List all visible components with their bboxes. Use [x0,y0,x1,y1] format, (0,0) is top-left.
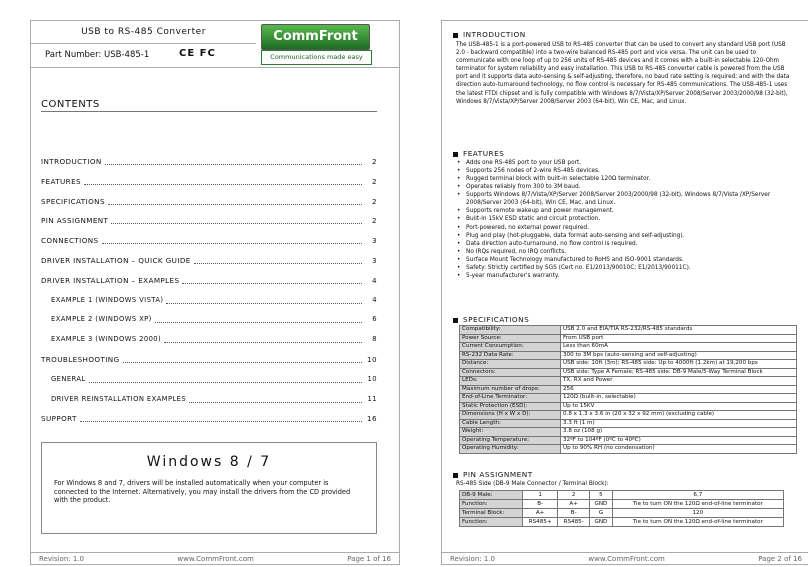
part-number: Part Number: USB-485-1 [45,50,150,60]
spec-row [460,368,797,377]
spec-value: USB side: Type A Female; RS-485 side: DB-9 Male/5-Way Terminal Block [561,368,797,377]
page-footer [31,552,399,564]
spec-row [460,351,797,360]
pin-assignment-heading: PIN ASSIGNMENT [453,470,533,479]
toc-entry[interactable] [41,197,377,217]
pin-cell: GND [590,518,613,527]
toc-entry[interactable] [41,414,377,434]
spec-key: Dimensions (H x W x D): [460,411,561,420]
pin-cell: B- [558,509,590,518]
toc-page: 4 [372,275,377,285]
toc-leader [155,315,362,323]
specifications-heading: SPECIFICATIONS [453,315,529,324]
toc-page: 2 [372,196,377,206]
toc-leader [166,296,362,304]
feature-item: • Safety: Strictly certified by SGS (Cert no. E1/2013/90010C; E1/2013/90011C). [456,264,798,272]
pin-cell: DB-9 Male: [460,491,523,500]
toc-page: 4 [372,295,377,304]
toc-entry[interactable] [41,296,377,316]
toc-entry[interactable] [41,177,377,197]
header-divider [31,67,399,68]
footer-website[interactable]: www.CommFront.com [177,554,254,563]
toc-label: FEATURES [41,176,81,186]
pin-cell: 120 [612,509,783,518]
spec-value: USB 2.0 and EIA/TIA RS-232/RS-485 standards [561,326,797,335]
footer-page-number: Page 1 of 16 [347,554,391,563]
toc-entry[interactable] [41,335,377,355]
pin-cell: A+ [523,509,558,518]
spec-key: Maximum number of drops: [460,385,561,394]
spec-row [460,436,797,445]
toc-label: DRIVER INSTALLATION – EXAMPLES [41,275,180,285]
spec-key: Connectors: [460,368,561,377]
toc-page: 16 [367,414,377,424]
feature-item: • Supports 256 nodes of 2-wire RS-485 devices. [456,167,798,175]
commfront-logo: CommFront [261,24,370,50]
feature-item: • Rugged terminal block with built-in selectable 120Ω terminator. [456,175,798,183]
toc-page: 2 [372,176,377,186]
pin-cell: Function: [460,518,523,527]
spec-key: LEDs: [460,377,561,386]
spec-key: Current Consumption: [460,343,561,352]
spec-row [460,445,797,454]
section-bullet-icon [453,33,458,38]
document-title: USB to RS-485 Converter [31,21,256,44]
spec-key: RS-232 Data Rate: [460,351,561,360]
pin-cell: 1 [523,491,558,500]
toc-leader [182,276,362,284]
windows-note-text: For Windows 8 and 7, drivers will be installed automatically when your computer is connected to the Internet. Alternatively, you may install the drivers from the CD provided with the product. [54,479,351,504]
spec-value: 256 [561,385,797,394]
toc-label: EXAMPLE 1 (WINDOWS VISTA) [51,295,164,304]
toc-entry[interactable] [41,216,377,236]
toc-page: 2 [372,216,377,226]
toc-page: 10 [367,354,377,364]
toc-label: GENERAL [51,374,86,383]
spec-key: Power Source: [460,334,561,343]
toc-leader [102,236,363,244]
introduction-text: The USB-485-1 is a port-powered USB to RS-485 converter that can be used to convert any standard USB port (USB 2.0 - backward compatible) into a two-wire balanced RS-485 port and vice versa. The unit can be used to communicate with one loop of up to 256 units of RS-485 devices and it comes with a built-in selectable 120-Ohm terminator for system reliability and easy installation. This USB to RS-485 converter cable is powered from the USB port and it supports data auto-sensing & self-adjusting, therefore, no baud rate setting is required; and with the data direction auto-turnaround technology, no flow control is necessary for RS-485 communications. The USB-485-1 uses the latest FTDI chipset and is fully compatible with Windows 8/7/Vista/XP/Server 2008/Server 2003/2000/98 (32-bit), Windows 8/7/Vista/XP/Server 2008/Server 2003 (64-bit), Win CE, Mac, and Linux. [456,42,790,105]
toc-page: 8 [372,335,377,344]
section-bullet-icon [453,473,458,478]
toc-label: EXAMPLE 2 (WINDOWS XP) [51,315,152,324]
toc-leader [123,355,362,363]
toc-page: 11 [367,394,377,403]
spec-value: 0.8 x 1.3 x 3.6 in (20 x 32 x 92 mm) (excluding cable) [561,411,797,420]
logo-tagline: Communications made easy [261,50,372,65]
spec-value: Up to 90% RH (no condensation) [561,445,797,454]
toc-entry[interactable] [41,157,377,177]
toc-entry[interactable] [41,315,377,335]
feature-item: • 5-year manufacturer's warranty. [456,272,798,280]
spec-value: 3.3 ft (1 m) [561,419,797,428]
toc-entry[interactable] [41,256,377,276]
toc-entry[interactable] [41,276,377,296]
certification-marks: CE FC [179,48,216,59]
toc-leader [164,335,362,343]
pin-cell: A+ [558,500,590,509]
windows-note-box [41,442,377,534]
spec-row [460,385,797,394]
toc-page: 2 [372,157,377,166]
toc-label: DRIVER REINSTALLATION EXAMPLES [51,394,187,403]
toc-entry[interactable] [41,355,377,375]
toc-entry[interactable] [41,236,377,256]
toc-label: SUPPORT [41,414,77,424]
footer-revision: Revision: 1.0 [450,554,495,563]
spec-value: 3.8 oz (108 g) [561,428,797,437]
toc-leader [194,256,362,264]
page-footer [442,552,808,564]
toc-label: CONNECTIONS [41,236,99,246]
spec-value: 32ºF to 104ºF (0ºC to 40ºC) [561,436,797,445]
pin-cell: B- [523,500,558,509]
toc-leader [108,197,362,205]
features-list [456,159,798,280]
toc-label: TROUBLESHOOTING [41,354,120,364]
pin-cell: 2 [558,491,590,500]
features-heading: FEATURES [453,149,504,158]
pin-assignment-table [459,490,784,527]
spec-value: From USB port [561,334,797,343]
spec-value: 120Ω (built-in, selectable) [561,394,797,403]
section-bullet-icon [453,152,458,157]
spec-key: Cable Length: [460,419,561,428]
spec-value: 300 to 3M bps (auto-sensing and self-adjusting) [561,351,797,360]
feature-item: • Plug and play (hot-pluggable, data format auto-sensing and self-adjusting). [456,232,798,240]
toc-leader [80,414,362,422]
pin-caption: RS-485 Side (DB-9 Male Connector / Terminal Block): [456,481,609,487]
toc-label: SPECIFICATIONS [41,196,105,206]
pin-cell: Tie to turn ON the 120Ω end-of-line terminator [612,518,783,527]
toc-leader [105,157,362,165]
spec-row [460,411,797,420]
pin-row [460,509,784,518]
feature-item: • Built-in 15kV ESD static and circuit protection. [456,215,798,223]
pin-cell: G [590,509,613,518]
spec-key: Compatibility: [460,326,561,335]
toc-leader [189,395,362,403]
feature-item: • Operates reliably from 300 to 3M baud. [456,183,798,191]
toc-page: 3 [372,255,377,265]
toc-label: INTRODUCTION [41,157,102,166]
footer-page-number: Page 2 of 16 [758,554,802,563]
toc-page: 6 [372,315,377,324]
spec-value: TX, RX and Power [561,377,797,386]
feature-item: • Supports Windows 8/7/Vista/XP/Server 2008/Server 2003/2000/98 (32-bit), Windows 8/7/Vista /XP/Server 2008/Server 2003 (64-bit), Win CE, Mac, and Linux. [456,191,798,207]
spec-row [460,360,797,369]
spec-row [460,394,797,403]
spec-row [460,334,797,343]
spec-row [460,428,797,437]
spec-row [460,326,797,335]
toc-entry[interactable] [41,375,377,395]
feature-item: • Data direction auto-turnaround, no flow control is required. [456,240,798,248]
footer-website[interactable]: www.CommFront.com [588,554,665,563]
spec-key: End-of-Line Terminator: [460,394,561,403]
toc-leader [84,177,362,185]
introduction-heading: INTRODUCTION [453,30,526,39]
feature-item: • Surface Mount Technology manufactured to RoHS and ISO-9001 standards. [456,256,798,264]
pin-cell: Function: [460,500,523,509]
toc-label: EXAMPLE 3 (WINDOWS 2000) [51,335,162,344]
page-1 [30,20,400,565]
pin-cell: 6,7 [612,491,783,500]
feature-item: • No IRQs required, no IRQ conflicts. [456,248,798,256]
pin-cell: Terminal Block: [460,509,523,518]
spec-row [460,377,797,386]
spec-key: Operating Humidity: [460,445,561,454]
toc-entry[interactable] [41,395,377,415]
toc-label: DRIVER INSTALLATION – QUICK GUIDE [41,255,191,265]
toc-leader [111,216,362,224]
spec-value: Up to 15KV [561,402,797,411]
pin-row [460,500,784,509]
toc-page: 10 [367,374,377,383]
spec-value: Less than 60mA [561,343,797,352]
pin-cell: Tie to turn ON the 120Ω end-of-line terminator [612,500,783,509]
pin-cell: GND [590,500,613,509]
feature-item: • Supports remote wakeup and power management. [456,207,798,215]
specifications-table [459,325,797,454]
toc-label: PIN ASSIGNMENT [41,216,109,226]
pin-row [460,491,784,500]
spec-key: Distance: [460,360,561,369]
windows-note-title: Windows 8 / 7 [146,454,272,470]
contents-heading: CONTENTS [41,99,377,112]
spec-key: Operating Temperature: [460,436,561,445]
page-header [31,21,399,67]
spec-value: USB side: 10ft (3m); RS-485 side: Up to 4000ft (1.2km) at 19,200 bps [561,360,797,369]
feature-item: • Adds one RS-485 port to your USB port. [456,159,798,167]
spec-row [460,402,797,411]
spec-row [460,419,797,428]
pin-cell: 5 [590,491,613,500]
section-bullet-icon [453,318,458,323]
page-2 [441,20,808,565]
pin-row [460,518,784,527]
feature-item: • Port-powered, no external power required. [456,224,798,232]
footer-revision: Revision: 1.0 [39,554,84,563]
spec-key: Weight: [460,428,561,437]
pin-cell: RS485+ [523,518,558,527]
pin-cell: RS485- [558,518,590,527]
toc-leader [89,375,362,383]
spec-row [460,343,797,352]
toc-page: 3 [372,236,377,246]
table-of-contents [41,157,377,434]
spec-key: Static Protection (ESD): [460,402,561,411]
